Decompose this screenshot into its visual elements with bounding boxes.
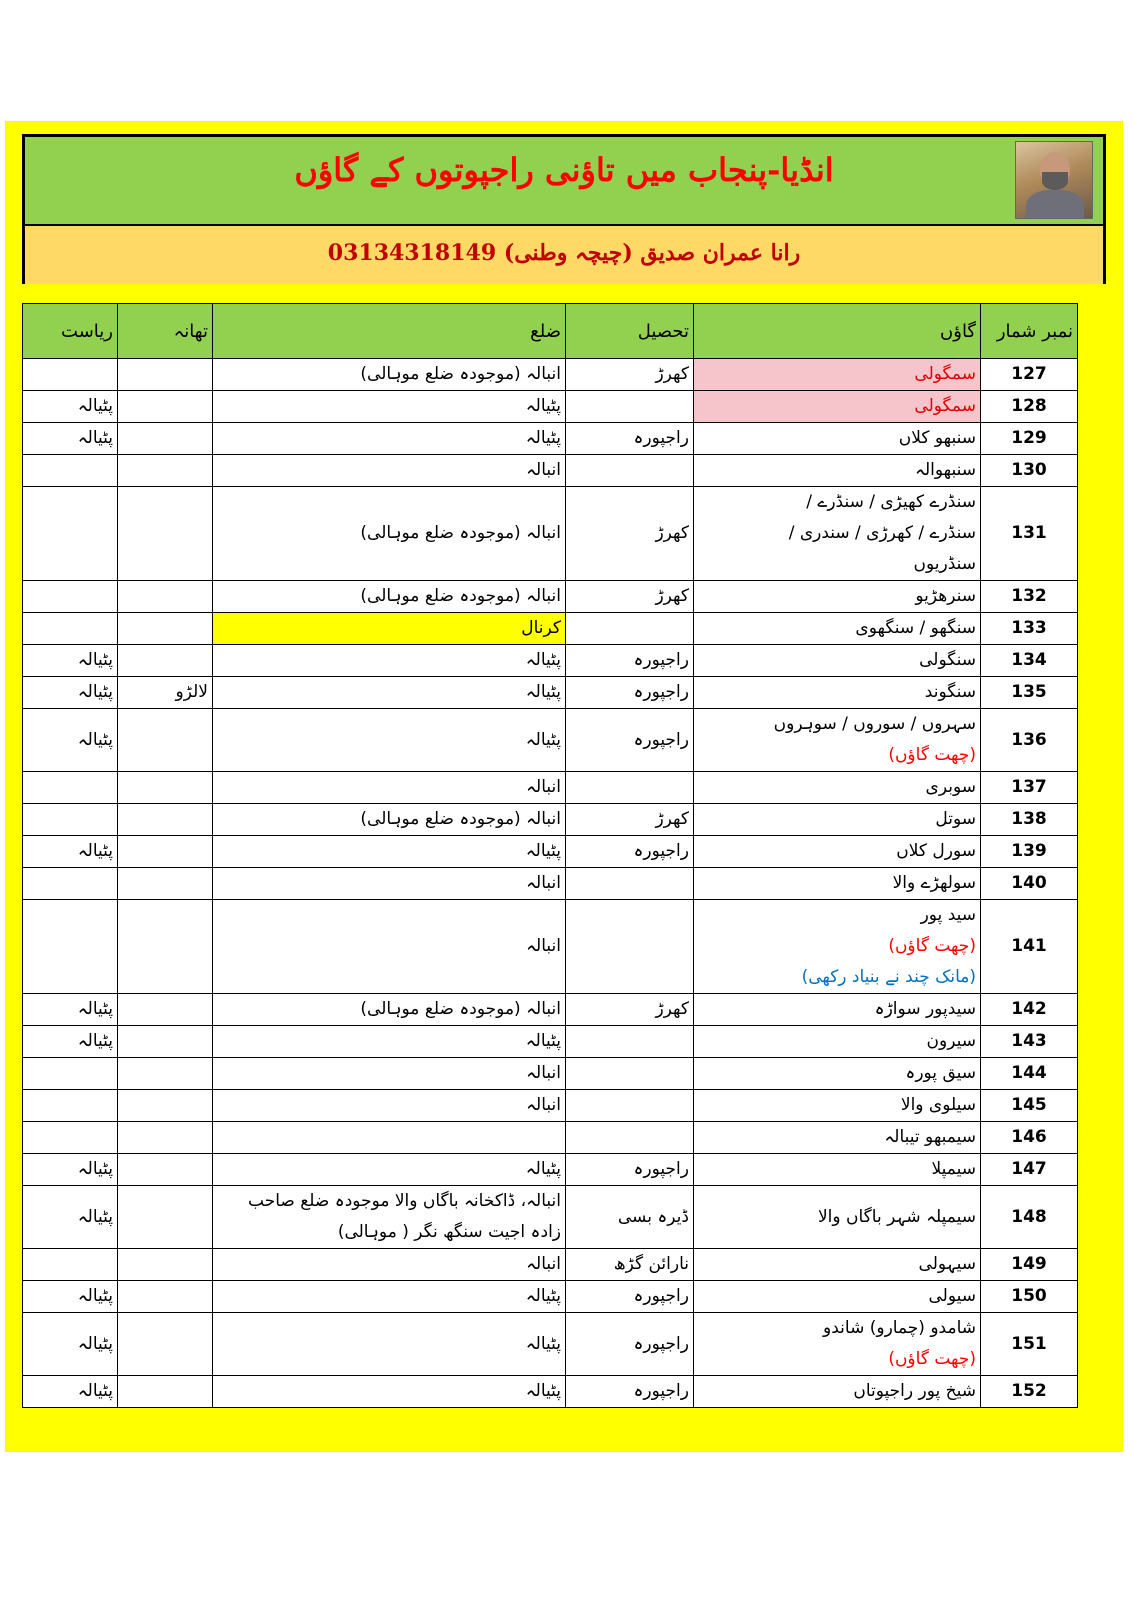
village-cell [694,1058,981,1090]
thana-cell [118,423,213,455]
state-cell: پٹیالہ [23,677,118,709]
district-cell: انبالہ [213,1058,566,1090]
state-cell [23,868,118,900]
state-cell: پٹیالہ [23,1376,118,1408]
serial-number-cell: 131 [981,487,1078,581]
village-name-line: سیمپلا [931,1159,976,1179]
village-cell [694,804,981,836]
table-row [23,581,1078,613]
state-cell: پٹیالہ [23,1186,118,1249]
serial-number-cell: 132 [981,581,1078,613]
thana-cell [118,804,213,836]
tehsil-cell: کھرڑ [566,359,694,391]
district-cell: انبالہ (موجودہ ضلع موہالی) [213,359,566,391]
village-name-line: سنڈریوں [913,554,976,574]
village-name-line: سنگوند [924,682,976,702]
column-header-state: ریاست [23,304,118,359]
thana-cell [118,1313,213,1376]
serial-number-cell: 145 [981,1090,1078,1122]
state-cell: پٹیالہ [23,709,118,772]
state-cell: پٹیالہ [23,994,118,1026]
thana-cell [118,455,213,487]
village-note-blue: (مانک چند نے بنیاد رکھی) [801,967,976,987]
village-cell [694,868,981,900]
serial-number-cell: 138 [981,804,1078,836]
serial-number-cell: 133 [981,613,1078,645]
serial-number-cell: 134 [981,645,1078,677]
tehsil-cell [566,900,694,994]
table-row [23,1249,1078,1281]
district-cell: انبالہ [213,1249,566,1281]
village-cell [694,613,981,645]
serial-number-cell: 149 [981,1249,1078,1281]
district-cell: انبالہ، ڈاکخانہ باگاں والا موجودہ ضلع صاحب زادہ اجیت سنگھ نگر ( موہالی) [213,1186,566,1249]
state-cell: پٹیالہ [23,1281,118,1313]
table-row [23,677,1078,709]
district-cell: پٹیالہ [213,423,566,455]
table-row [23,1026,1078,1058]
village-name-line: سیق پورہ [905,1063,976,1083]
village-name-line: سہروں / سوروں / سوہروں [773,714,976,734]
table-row [23,613,1078,645]
village-cell [694,423,981,455]
serial-number-cell: 151 [981,1313,1078,1376]
thana-cell [118,581,213,613]
serial-number-cell: 135 [981,677,1078,709]
district-cell: پٹیالہ [213,1281,566,1313]
tehsil-cell: کھرڑ [566,487,694,581]
page-title: انڈیا-پنجاب میں تاؤنی راجپوتوں کے گاؤں [294,151,834,189]
page-header [22,134,1106,284]
tehsil-cell [566,1058,694,1090]
table-row [23,709,1078,772]
village-cell [694,709,981,772]
thana-cell [118,1090,213,1122]
thana-cell [118,1249,213,1281]
state-cell: پٹیالہ [23,836,118,868]
serial-number-cell: 129 [981,423,1078,455]
state-cell [23,613,118,645]
thana-cell [118,613,213,645]
village-name-line: سیرون [926,1031,976,1051]
village-name-line: سورل کلاں [896,841,976,861]
table-row [23,1058,1078,1090]
tehsil-cell: کھرڑ [566,804,694,836]
serial-number-cell: 144 [981,1058,1078,1090]
village-cell [694,1281,981,1313]
title-band [25,137,1103,226]
village-name-line: سنبھوالہ [915,460,976,480]
thana-cell [118,1122,213,1154]
tehsil-cell: کھرڑ [566,994,694,1026]
thana-cell [118,1376,213,1408]
tehsil-cell: کھرڑ [566,581,694,613]
tehsil-cell: راجپورہ [566,423,694,455]
thana-cell [118,1154,213,1186]
state-cell [23,1090,118,1122]
thana-cell [118,1186,213,1249]
thana-cell [118,1026,213,1058]
district-cell: انبالہ [213,1090,566,1122]
table-row [23,391,1078,423]
table-row [23,836,1078,868]
state-cell [23,1122,118,1154]
serial-number-cell: 137 [981,772,1078,804]
village-cell [694,772,981,804]
table-row [23,900,1078,994]
village-cell [694,900,981,994]
tehsil-cell [566,1026,694,1058]
thana-cell [118,994,213,1026]
village-cell [694,645,981,677]
tehsil-cell: راجپورہ [566,1376,694,1408]
tehsil-cell: راجپورہ [566,709,694,772]
village-cell [694,677,981,709]
state-cell [23,900,118,994]
serial-number-cell: 142 [981,994,1078,1026]
table-row [23,1281,1078,1313]
column-header-thana: تھانہ [118,304,213,359]
village-name-line: سولھڑے والا [892,873,976,893]
tehsil-cell: راجپورہ [566,1281,694,1313]
serial-number-cell: 136 [981,709,1078,772]
thana-cell [118,900,213,994]
serial-number-cell: 128 [981,391,1078,423]
table-row [23,423,1078,455]
village-cell [694,1376,981,1408]
thana-cell [118,359,213,391]
village-name-line: سمگولی [914,364,976,384]
village-cell [694,994,981,1026]
table-row [23,804,1078,836]
village-name-line: شیخ پور راجپوتاں [853,1381,976,1401]
district-cell: انبالہ (موجودہ ضلع موہالی) [213,804,566,836]
state-cell: پٹیالہ [23,1026,118,1058]
thana-cell [118,1281,213,1313]
state-cell [23,772,118,804]
village-name-line: سنگولی [919,650,976,670]
tehsil-cell: راجپورہ [566,836,694,868]
thana-cell [118,868,213,900]
village-name-line: سنڈرے / کھرڑی / سندری / [788,523,976,543]
column-header-village: گاؤں [694,304,981,359]
state-cell [23,455,118,487]
village-cell [694,836,981,868]
state-cell: پٹیالہ [23,391,118,423]
state-cell: پٹیالہ [23,645,118,677]
thana-cell [118,772,213,804]
tehsil-cell [566,772,694,804]
subtitle-band [25,226,1103,284]
village-name-line: سیدپور سواڑہ [874,999,976,1019]
table-row [23,487,1078,581]
state-cell [23,1249,118,1281]
tehsil-cell: نارائن گڑھ [566,1249,694,1281]
village-name-line: سیلوی والا [900,1095,976,1115]
state-cell [23,581,118,613]
table-row [23,994,1078,1026]
district-cell [213,1122,566,1154]
village-name-line: سوبری [925,777,976,797]
state-cell [23,487,118,581]
table-row [23,359,1078,391]
district-cell: پٹیالہ [213,836,566,868]
village-cell [694,359,981,391]
tehsil-cell [566,868,694,900]
district-cell: پٹیالہ [213,1376,566,1408]
village-name-line: سنگھو / سنگھوی [855,618,976,638]
district-cell: کرنال [213,613,566,645]
table-header-row [23,304,1078,359]
district-cell: انبالہ (موجودہ ضلع موہالی) [213,581,566,613]
column-header-tehsil: تحصیل [566,304,694,359]
tehsil-cell [566,613,694,645]
district-cell: پٹیالہ [213,1154,566,1186]
district-cell: پٹیالہ [213,709,566,772]
village-name-line: شامدو (چمارو) شاندو [823,1318,976,1338]
tehsil-cell: راجپورہ [566,677,694,709]
village-cell [694,391,981,423]
district-cell: انبالہ [213,455,566,487]
table-row [23,1313,1078,1376]
village-cell [694,1249,981,1281]
author-portrait-icon [1015,141,1093,219]
village-cell [694,1122,981,1154]
serial-number-cell: 148 [981,1186,1078,1249]
village-cell [694,455,981,487]
serial-number-cell: 127 [981,359,1078,391]
district-cell: پٹیالہ [213,677,566,709]
serial-number-cell: 146 [981,1122,1078,1154]
thana-cell [118,487,213,581]
tehsil-cell: ڈیرہ بسی [566,1186,694,1249]
tehsil-cell: راجپورہ [566,1154,694,1186]
village-note-red: (چھت گاؤں) [888,936,976,956]
district-cell: انبالہ [213,868,566,900]
thana-cell: لالڑو [118,677,213,709]
district-cell: انبالہ [213,900,566,994]
thana-cell [118,645,213,677]
tehsil-cell: راجپورہ [566,1313,694,1376]
serial-number-cell: 139 [981,836,1078,868]
serial-number-cell: 140 [981,868,1078,900]
village-note-red: (چھت گاؤں) [888,1349,976,1369]
column-header-serial: نمبر شمار [981,304,1078,359]
table-row [23,868,1078,900]
thana-cell [118,836,213,868]
thana-cell [118,709,213,772]
state-cell [23,359,118,391]
serial-number-cell: 150 [981,1281,1078,1313]
village-name-line: سنڈرے کھیڑی / سنڈرے / [806,492,976,512]
table-row [23,1090,1078,1122]
village-name-line: سیمبھو تیبالہ [884,1127,976,1147]
tehsil-cell [566,1122,694,1154]
district-cell: پٹیالہ [213,1313,566,1376]
table-row [23,645,1078,677]
villages-table [22,303,1078,1408]
village-cell [694,1186,981,1249]
village-cell [694,487,981,581]
state-cell [23,1058,118,1090]
district-cell: پٹیالہ [213,1026,566,1058]
table-row [23,1376,1078,1408]
tehsil-cell [566,455,694,487]
village-name-line: سیمپلہ شہر باگاں والا [817,1206,976,1227]
table-row [23,772,1078,804]
district-cell: پٹیالہ [213,391,566,423]
table-row [23,1154,1078,1186]
village-cell [694,1154,981,1186]
table-row [23,1186,1078,1249]
village-name-line: سنبھو کلاں [898,428,976,448]
thana-cell [118,1058,213,1090]
district-cell: انبالہ (موجودہ ضلع موہالی) [213,487,566,581]
district-cell: پٹیالہ [213,645,566,677]
district-cell: انبالہ [213,772,566,804]
village-name-line: سمگولی [914,396,976,416]
village-name-line: سوتل [935,809,976,829]
village-cell [694,1313,981,1376]
tehsil-cell: راجپورہ [566,645,694,677]
tehsil-cell [566,1090,694,1122]
village-name-line: سیہولی [918,1254,976,1274]
village-name-line: سید پور [920,905,976,925]
table-row [23,455,1078,487]
state-cell: پٹیالہ [23,423,118,455]
tehsil-cell [566,391,694,423]
village-name-line: سیولی [928,1286,976,1306]
serial-number-cell: 143 [981,1026,1078,1058]
column-header-district: ضلع [213,304,566,359]
author-credit: رانا عمران صدیق (چیچہ وطنی) 03134318149 [327,240,801,266]
state-cell: پٹیالہ [23,1154,118,1186]
serial-number-cell: 147 [981,1154,1078,1186]
state-cell [23,804,118,836]
village-name-line: سنرھڑیو [915,586,976,606]
thana-cell [118,391,213,423]
serial-number-cell: 130 [981,455,1078,487]
table-row [23,1122,1078,1154]
state-cell: پٹیالہ [23,1313,118,1376]
village-note-red: (چھت گاؤں) [888,745,976,765]
serial-number-cell: 141 [981,900,1078,994]
village-cell [694,581,981,613]
serial-number-cell: 152 [981,1376,1078,1408]
village-cell [694,1026,981,1058]
village-cell [694,1090,981,1122]
district-cell: انبالہ (موجودہ ضلع موہالی) [213,994,566,1026]
